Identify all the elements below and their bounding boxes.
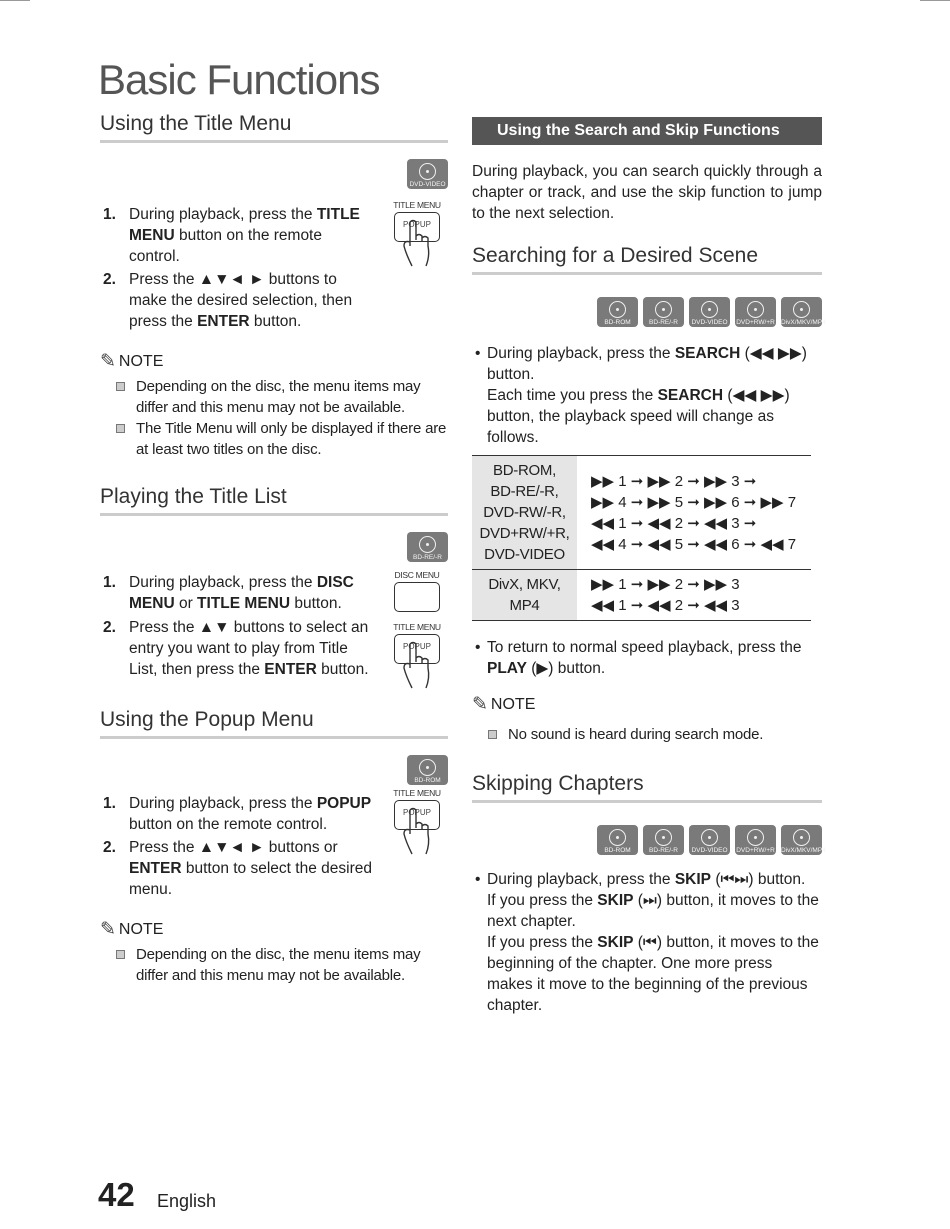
badge-label: BD-RE/-R [413,554,442,561]
speed-sequence-text: ▶▶ 4 ➞ ▶▶ 5 ➞ ▶▶ 6 ➞ ▶▶ 7 [591,493,797,511]
bullet-item [472,637,822,679]
text-run: Each time you press the [487,387,658,404]
remote-button-label: TITLE MENU [393,200,441,210]
section-heading-popup-menu: Using the Popup Menu [100,708,448,739]
text-run: button. [290,595,342,612]
search-bullet [472,343,822,448]
page-title: Basic Functions [98,56,380,103]
disc-type-badge [407,532,448,562]
disc-type-badge [643,297,684,327]
text-run: button. [249,313,302,330]
text-run: (▶) button. [526,660,606,677]
disc-icon [609,829,626,846]
pencil-icon: ✎ [100,919,116,940]
disc-badges [472,297,826,327]
bullet-dot: • [475,639,481,656]
square-bullet-icon [116,950,125,959]
disc-badges [100,532,448,562]
badge-label: BD-ROM [604,319,631,326]
square-bullet-icon [116,424,125,433]
step-item [100,837,372,900]
bullet-text [487,869,822,1016]
note-text: Depending on the disc, the menu items may differ and this menu may not be available. [136,378,421,416]
disc-icon [609,301,626,318]
bold-keyword: TITLE MENU [197,595,291,612]
step-number: 1. [103,574,116,591]
step-number: 1. [103,795,116,812]
bold-keyword: ENTER [264,661,317,678]
text-run: To return to normal speed playback, press the [487,639,802,656]
bullet-text [487,343,822,448]
step-list [100,572,372,680]
bold-keyword: SEARCH [657,387,724,404]
step-item [100,617,372,680]
title-menu-body [100,200,448,332]
disc-type-badge [781,825,826,855]
page-number: 42 [98,1176,135,1213]
note-list [100,376,448,460]
bullet-text [487,637,822,679]
disc-type-text: DVD+RW/+R, [479,525,570,542]
disc-types-cell [472,570,577,621]
text-run: button to select the desired menu. [129,860,372,898]
remote-disc-menu-button [390,570,444,612]
text-run: Press the ▲▼ buttons to select an entry you want to play from Title List, then press the [129,619,369,678]
speed-sequence-cell [577,570,811,621]
disc-icon [701,829,718,846]
popup-button-label: POPUP [402,220,431,229]
step-item [100,572,372,614]
table-row [472,570,811,621]
text-run: (⏭) button, it moves to the next chapter. [487,892,819,930]
bullet-item [472,869,822,1016]
step-number: 2. [103,839,116,856]
text-run: button. [316,661,369,678]
bold-keyword: DISC MENU [129,574,354,612]
bold-keyword: PLAY [487,660,527,677]
page-language: English [157,1191,217,1211]
disc-badges [100,159,448,189]
speed-sequence-text: ▶▶ 1 ➞ ▶▶ 2 ➞ ▶▶ 3 [591,576,740,593]
disc-icon [419,163,436,180]
disc-type-badge [689,297,730,327]
bullet-continuation [487,385,822,448]
badge-label: DVD-VIDEO [691,319,728,326]
section-heading-search: Searching for a Desired Scene [472,244,822,275]
disc-icon [701,301,718,318]
text-run: During playback, press the [487,871,675,888]
square-bullet-icon [488,730,497,739]
disc-badges [472,825,826,855]
crop-mark-left [0,0,30,1]
square-bullet-icon [116,382,125,391]
bold-keyword: TITLE MENU [129,206,360,244]
badge-label: DVD+RW/+R [736,319,775,326]
note-item [100,418,448,460]
badge-label: BD-RE/-R [649,319,678,326]
disc-icon [655,829,672,846]
search-speed-table [472,455,811,621]
badge-label: BD-RE/-R [649,847,678,854]
section-heading-skip: Skipping Chapters [472,772,822,803]
step-list [100,204,372,332]
text-run: Press the ▲▼◄ ► buttons to make the desired selection, then press the [129,271,353,330]
disc-type-badge [597,825,638,855]
text-run: If you press the [487,934,598,951]
disc-badges [100,755,448,785]
text-run: During playback, press the [129,574,317,591]
badge-label: BD-ROM [604,847,631,854]
step-list [100,793,372,900]
step-text [129,204,372,267]
film-reel-icon [793,829,810,846]
step-text [129,269,372,332]
text-run: (⏮) button, it moves to the beginning of the chapter. One more press makes it move to the beginning of the previous chapter. [487,934,819,1014]
disc-type-badge [735,297,776,327]
text-run: (⏮⏭) button. [711,871,806,888]
disc-icon [655,301,672,318]
note-heading [100,350,448,373]
bullet-item [472,343,822,448]
remote-button-label: TITLE MENU [393,622,441,632]
badge-label: DivX/MKV/MP4 [781,847,826,854]
note-text: No sound is heard during search mode. [508,726,764,743]
badge-label: DVD+RW/+R [736,847,775,854]
speed-sequence-text: ▶▶ 1 ➞ ▶▶ 2 ➞ ▶▶ 3 ➞ [591,472,757,490]
disc-type-badge [407,159,448,189]
disc-menu-button [394,582,440,612]
note-item [472,724,822,745]
bold-keyword: SKIP [597,934,634,951]
step-item [100,204,372,267]
disc-type-badge [781,297,826,327]
pencil-icon: ✎ [472,694,488,715]
step-number: 2. [103,271,116,288]
table-row [472,456,811,570]
popup-menu-body [100,788,448,900]
speed-sequence-text: ◀◀ 1 ➞ ◀◀ 2 ➞ ◀◀ 3 [591,597,740,614]
badge-label: DivX/MKV/MP4 [781,319,826,326]
note-text: Depending on the disc, the menu items may differ and this menu may not be available. [136,946,421,984]
pressing-hand-icon [398,806,438,856]
speed-sequence-text: ◀◀ 1 ➞ ◀◀ 2 ➞ ◀◀ 3 ➞ [591,514,757,532]
text-run: or [174,595,198,612]
crop-mark-right [920,0,950,1]
bullet-dot: • [475,871,481,888]
pencil-icon: ✎ [100,351,116,372]
bold-keyword: ENTER [129,860,182,877]
text-run: During playback, press the [129,206,317,223]
badge-label: BD-ROM [414,777,441,784]
search-speed-table-body [472,456,811,621]
remote-title-menu-button [390,200,444,242]
text-run: Press the ▲▼◄ ► buttons or [129,839,338,856]
disc-icon [747,301,764,318]
disc-type-text: DivX, MKV, MP4 [488,576,561,614]
note-item [100,376,448,418]
right-column [472,112,826,1016]
disc-types-cell [472,456,577,570]
disc-type-badge [643,825,684,855]
section-banner-search-skip: Using the Search and Skip Functions [472,117,822,145]
pressing-hand-icon [398,218,438,268]
popup-button-label: POPUP [402,642,431,651]
title-list-body [100,572,448,680]
bullet-continuation [487,932,822,1016]
section-heading-title-menu: Using the Title Menu [100,112,448,143]
text-run: During playback, press the [129,795,317,812]
bullet-line [487,343,822,385]
bullet-line [487,869,822,890]
step-text [129,617,372,680]
text-run: button on the remote control. [129,227,322,265]
text-run: If you press the [487,892,598,909]
remote-button-label: DISC MENU [394,570,440,580]
bullet-continuation [487,890,822,932]
intro-paragraph: During playback, you can search quickly through a chapter or track, and use the skip function to jump to the next selection. [472,163,822,222]
note-title: NOTE [118,920,164,938]
disc-type-text: BD-RE/-R, [490,483,559,500]
text-run: button on the remote control. [129,816,328,833]
remote-title-menu-button [390,788,444,830]
disc-type-badge [597,297,638,327]
pressing-hand-icon [398,640,438,690]
bold-keyword: POPUP [316,795,372,812]
note-heading [100,918,448,941]
step-text [129,837,372,900]
film-reel-icon [793,301,810,318]
disc-type-text: BD-ROM, [493,462,556,479]
remote-button-label: TITLE MENU [393,788,441,798]
note-list [472,724,822,745]
remote-title-menu-button [390,622,444,664]
bold-keyword: SEARCH [674,345,741,362]
note-text: The Title Menu will only be displayed if there are at least two titles on the disc. [136,420,447,458]
note-list [100,944,448,986]
disc-icon [419,536,436,553]
step-number: 2. [103,619,116,636]
disc-type-badge [407,755,448,785]
speed-sequence-text: ◀◀ 4 ➞ ◀◀ 5 ➞ ◀◀ 6 ➞ ◀◀ 7 [591,535,797,553]
bold-keyword: ENTER [197,313,250,330]
note-title: NOTE [490,695,536,713]
disc-type-badge [689,825,730,855]
step-item [100,269,372,332]
disc-type-text: DVD-VIDEO [484,546,565,563]
bold-keyword: SKIP [674,871,712,888]
text-run: During playback, press the [487,345,675,362]
left-column [100,112,448,986]
disc-type-text: DVD-RW/-R, [483,504,566,521]
speed-sequence-cell [577,456,811,570]
badge-label: DVD-VIDEO [409,181,446,188]
disc-icon [747,829,764,846]
note-title: NOTE [118,352,164,370]
bold-keyword: SKIP [597,892,634,909]
disc-icon [419,759,436,776]
bullet-dot: • [475,345,481,362]
disc-type-badge [735,825,776,855]
note-heading [472,693,822,716]
text-run: (◀◀ ▶▶) button, the playback speed will change as follows. [487,387,790,446]
note-item [100,944,448,986]
step-number: 1. [103,206,116,223]
step-text [129,572,372,614]
section-heading-title-list: Playing the Title List [100,485,448,516]
text-run: (◀◀ ▶▶) button. [487,345,807,383]
popup-button-label: POPUP [402,808,431,817]
step-item [100,793,372,835]
badge-label: DVD-VIDEO [691,847,728,854]
step-text [129,793,372,835]
